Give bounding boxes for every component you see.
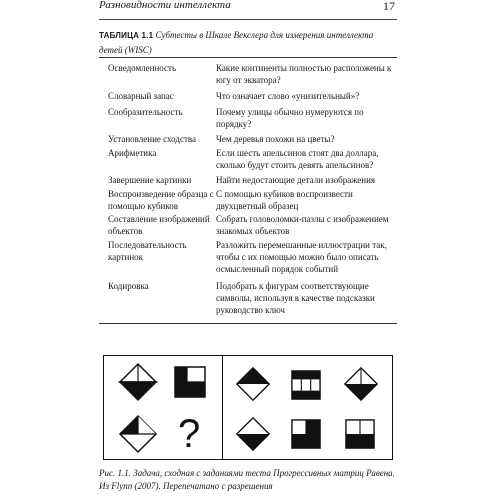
subtest-name: Последовательность картинок [108, 240, 187, 262]
subtest-name: Арифметика [108, 148, 157, 158]
subtest-name: Воспроизведение образца с помощью кубиков [108, 189, 214, 211]
diamond-black-top-shape [118, 414, 158, 454]
option-square-black-bottom[interactable] [345, 419, 375, 449]
table-label: ТАБЛИЦА 1.1 [99, 31, 154, 40]
table-title: Субтесты в Шкале Векслера для измерения интеллекта детей (WISC) [99, 30, 374, 55]
task-example: Собрать головоломки-пазлы с изображением знакомых объектов [216, 214, 389, 236]
task-example: Разложить перемешанные иллюстрации так, чтобы с их помощью можно было описать осмысленный порядок событий [216, 240, 387, 274]
answer-options-panel [223, 355, 393, 460]
figure-caption: Рис. 1.1. Задача, сходная с заданиями теста Прогрессивных матриц Равена. Из Flynn (2007). Перепечатано с разрешения [99, 468, 395, 491]
subtest-name: Установление сходства [108, 134, 197, 144]
header-rule [99, 19, 397, 20]
task-example: Подобрать к фигурам соответствующие символы, используя в качестве подсказки руководство ключ [216, 281, 375, 315]
option-square-striped[interactable] [291, 370, 321, 400]
question-mark: ? [178, 412, 201, 456]
subtest-name: Сообразительность [108, 107, 183, 117]
task-example: С помощью кубиков воспроизвести двухцветный образец [216, 189, 353, 211]
option-diamond-black-top[interactable] [235, 366, 271, 402]
page-number: 17 [383, 0, 395, 13]
subtest-name: Осведомленность [108, 63, 177, 73]
option-diamond-black-bottom-plain[interactable] [235, 416, 271, 452]
running-header: Разновидности интеллекта [99, 0, 231, 11]
subtest-name: Кодировка [108, 281, 149, 291]
square-quadrant-shape [174, 366, 206, 398]
diamond-black-bottom-shape [118, 362, 158, 402]
subtest-name: Словарный запас [108, 91, 174, 101]
task-example: Если шесть апельсинов стоят два доллара, сколько будут стоить девять апельсинов? [216, 148, 379, 170]
table-bottom-rule [99, 323, 397, 324]
table-caption [99, 28, 399, 57]
option-diamond-black-bottom[interactable] [343, 366, 379, 402]
raven-matrix-figure [103, 355, 393, 462]
task-example: Найти недостающие детали изображения [216, 175, 376, 185]
subtest-name: Составление изображений объектов [108, 214, 210, 236]
task-example: Что означает слово «унизительный»? [216, 91, 360, 101]
subtest-name: Завершение картинки [108, 175, 192, 185]
task-example: Какие континенты полностью расположены к югу от экватора? [216, 63, 392, 85]
matrix-problem-panel [103, 355, 223, 460]
table-top-rule [99, 57, 397, 58]
task-example: Почему улицы обычно нумеруются по порядку? [216, 107, 364, 129]
task-example: Чем деревья похожи на цветы? [216, 134, 335, 144]
option-square-quadrants[interactable] [291, 419, 321, 449]
